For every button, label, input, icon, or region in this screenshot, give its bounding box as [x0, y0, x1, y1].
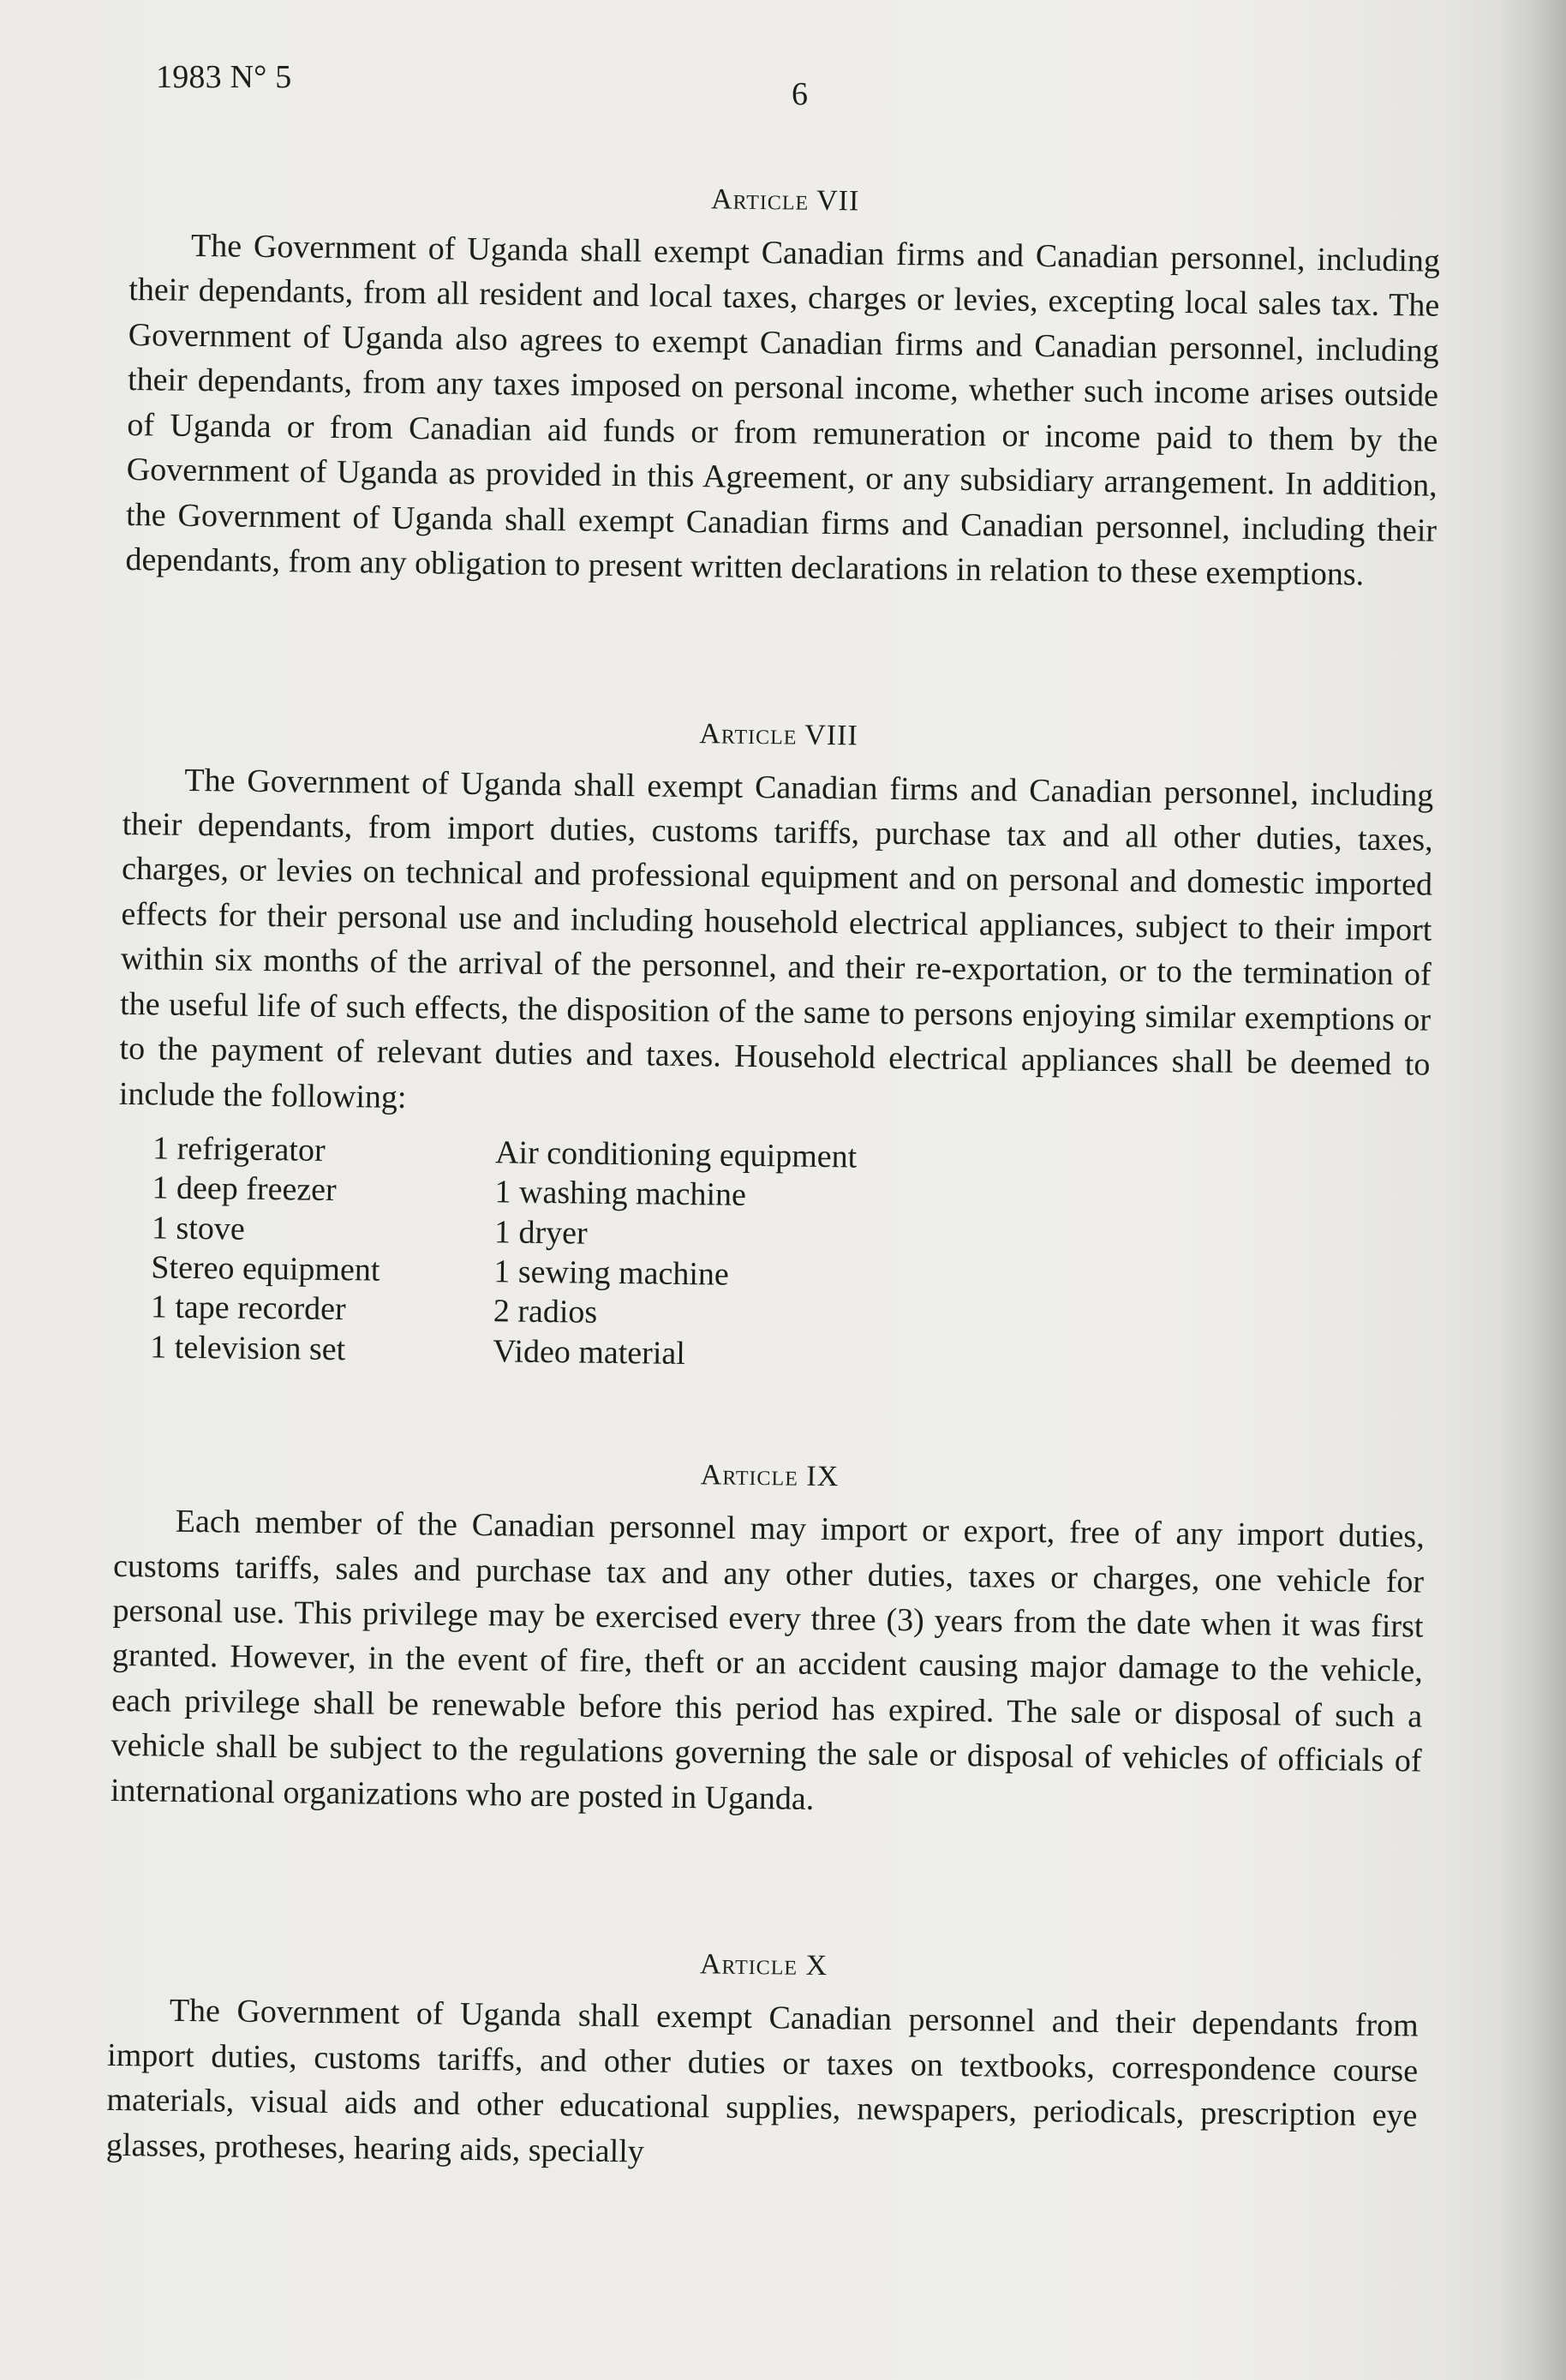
- list-item: 1 deep freezer: [152, 1169, 337, 1209]
- article-heading: Article X: [699, 1948, 828, 1982]
- article-heading: Article IX: [700, 1459, 840, 1493]
- list-item: 1 dryer: [493, 1214, 588, 1252]
- list-item: Video material: [493, 1333, 686, 1372]
- list-item: 1 stove: [151, 1210, 245, 1247]
- list-item: Air conditioning equipment: [494, 1134, 858, 1175]
- list-item: 1 television set: [150, 1329, 346, 1367]
- article-heading: Article VII: [710, 183, 860, 218]
- page-number: 6: [792, 76, 808, 112]
- article-paragraph: The Government of Uganda shall exempt Canadian firms and Canadian personnel, including their dependants, from all resident and local taxes, charges or levies, excepting local sales tax. The Government of Uganda also agrees to exempt Canadian firms and Canadian personnel, including their dependants, from any taxes imposed on personal income, whether such income arises outside of Uganda or from Canadian aid funds or from remuneration or income paid to them by the Government of Uganda as provided in this Agreement, or any subsidiary arrangement. In addition, the Government of Uganda shall exempt Canadian firms and Canadian personnel, including their dependants, from any obligation to present written declarations in relation to these exemptions.: [125, 227, 1441, 593]
- article-heading: Article VIII: [699, 717, 859, 751]
- list-item: 2 radios: [493, 1293, 598, 1331]
- appliance-list: [150, 1128, 1429, 1382]
- article-viii: [116, 710, 1434, 1382]
- list-item: 1 sewing machine: [493, 1253, 730, 1293]
- document-reference: 1983 N° 5: [156, 59, 292, 95]
- list-item: 1 tape recorder: [150, 1289, 346, 1328]
- article-ix: [111, 1452, 1426, 1829]
- appliance-list-left: [150, 1128, 495, 1371]
- article-vii: [125, 176, 1441, 598]
- list-item: 1 refrigerator: [152, 1130, 326, 1169]
- appliance-list-right: [493, 1133, 975, 1377]
- article-x: [106, 1941, 1420, 2183]
- list-item: 1 washing machine: [494, 1174, 747, 1214]
- article-paragraph: The Government of Uganda shall exempt Canadian firms and Canadian personnel, including their dependants, from import duties, customs tariffs, purchase tax and all other duties, taxes, charges, or levies on technical and professional equipment and on personal and domestic imported effects for their personal use and including household electrical appliances, subject to their import within six months of the arrival of the personnel, and their re-exportation, or to the termination of the useful life of such effects, the disposition of the same to persons enjoying similar exemptions or to the payment of relevant duties and taxes. Household electrical appliances shall be deemed to include the following:: [118, 762, 1434, 1115]
- article-paragraph: The Government of Uganda shall exempt Canadian personnel and their dependants from import duties, customs tariffs, and other duties or taxes on textbooks, correspondence course materials, visual aids and other educational supplies, newspapers, periodicals, prescription eye glasses, protheses, hearing aids, specially: [105, 1992, 1419, 2170]
- article-paragraph: Each member of the Canadian personnel may import or export, free of any import duties, customs tariffs, sales and purchase tax and any other duties, taxes or charges, one vehicle for personal use. This privilege may be exercised every three (3) years from the date when it was first granted. However, in the event of fire, theft or an accident causing major damage to the vehicle, each privilege shall be renewable before this period has expired. The sale or disposal of such a vehicle shall be subject to the regulations governing the sale or disposal of vehicles of officials of international organizations who are posted in Uganda.: [110, 1503, 1425, 1817]
- page-edge-shadow: [1497, 0, 1566, 2380]
- document-body: [106, 176, 1441, 2183]
- list-item: Stereo equipment: [151, 1249, 380, 1289]
